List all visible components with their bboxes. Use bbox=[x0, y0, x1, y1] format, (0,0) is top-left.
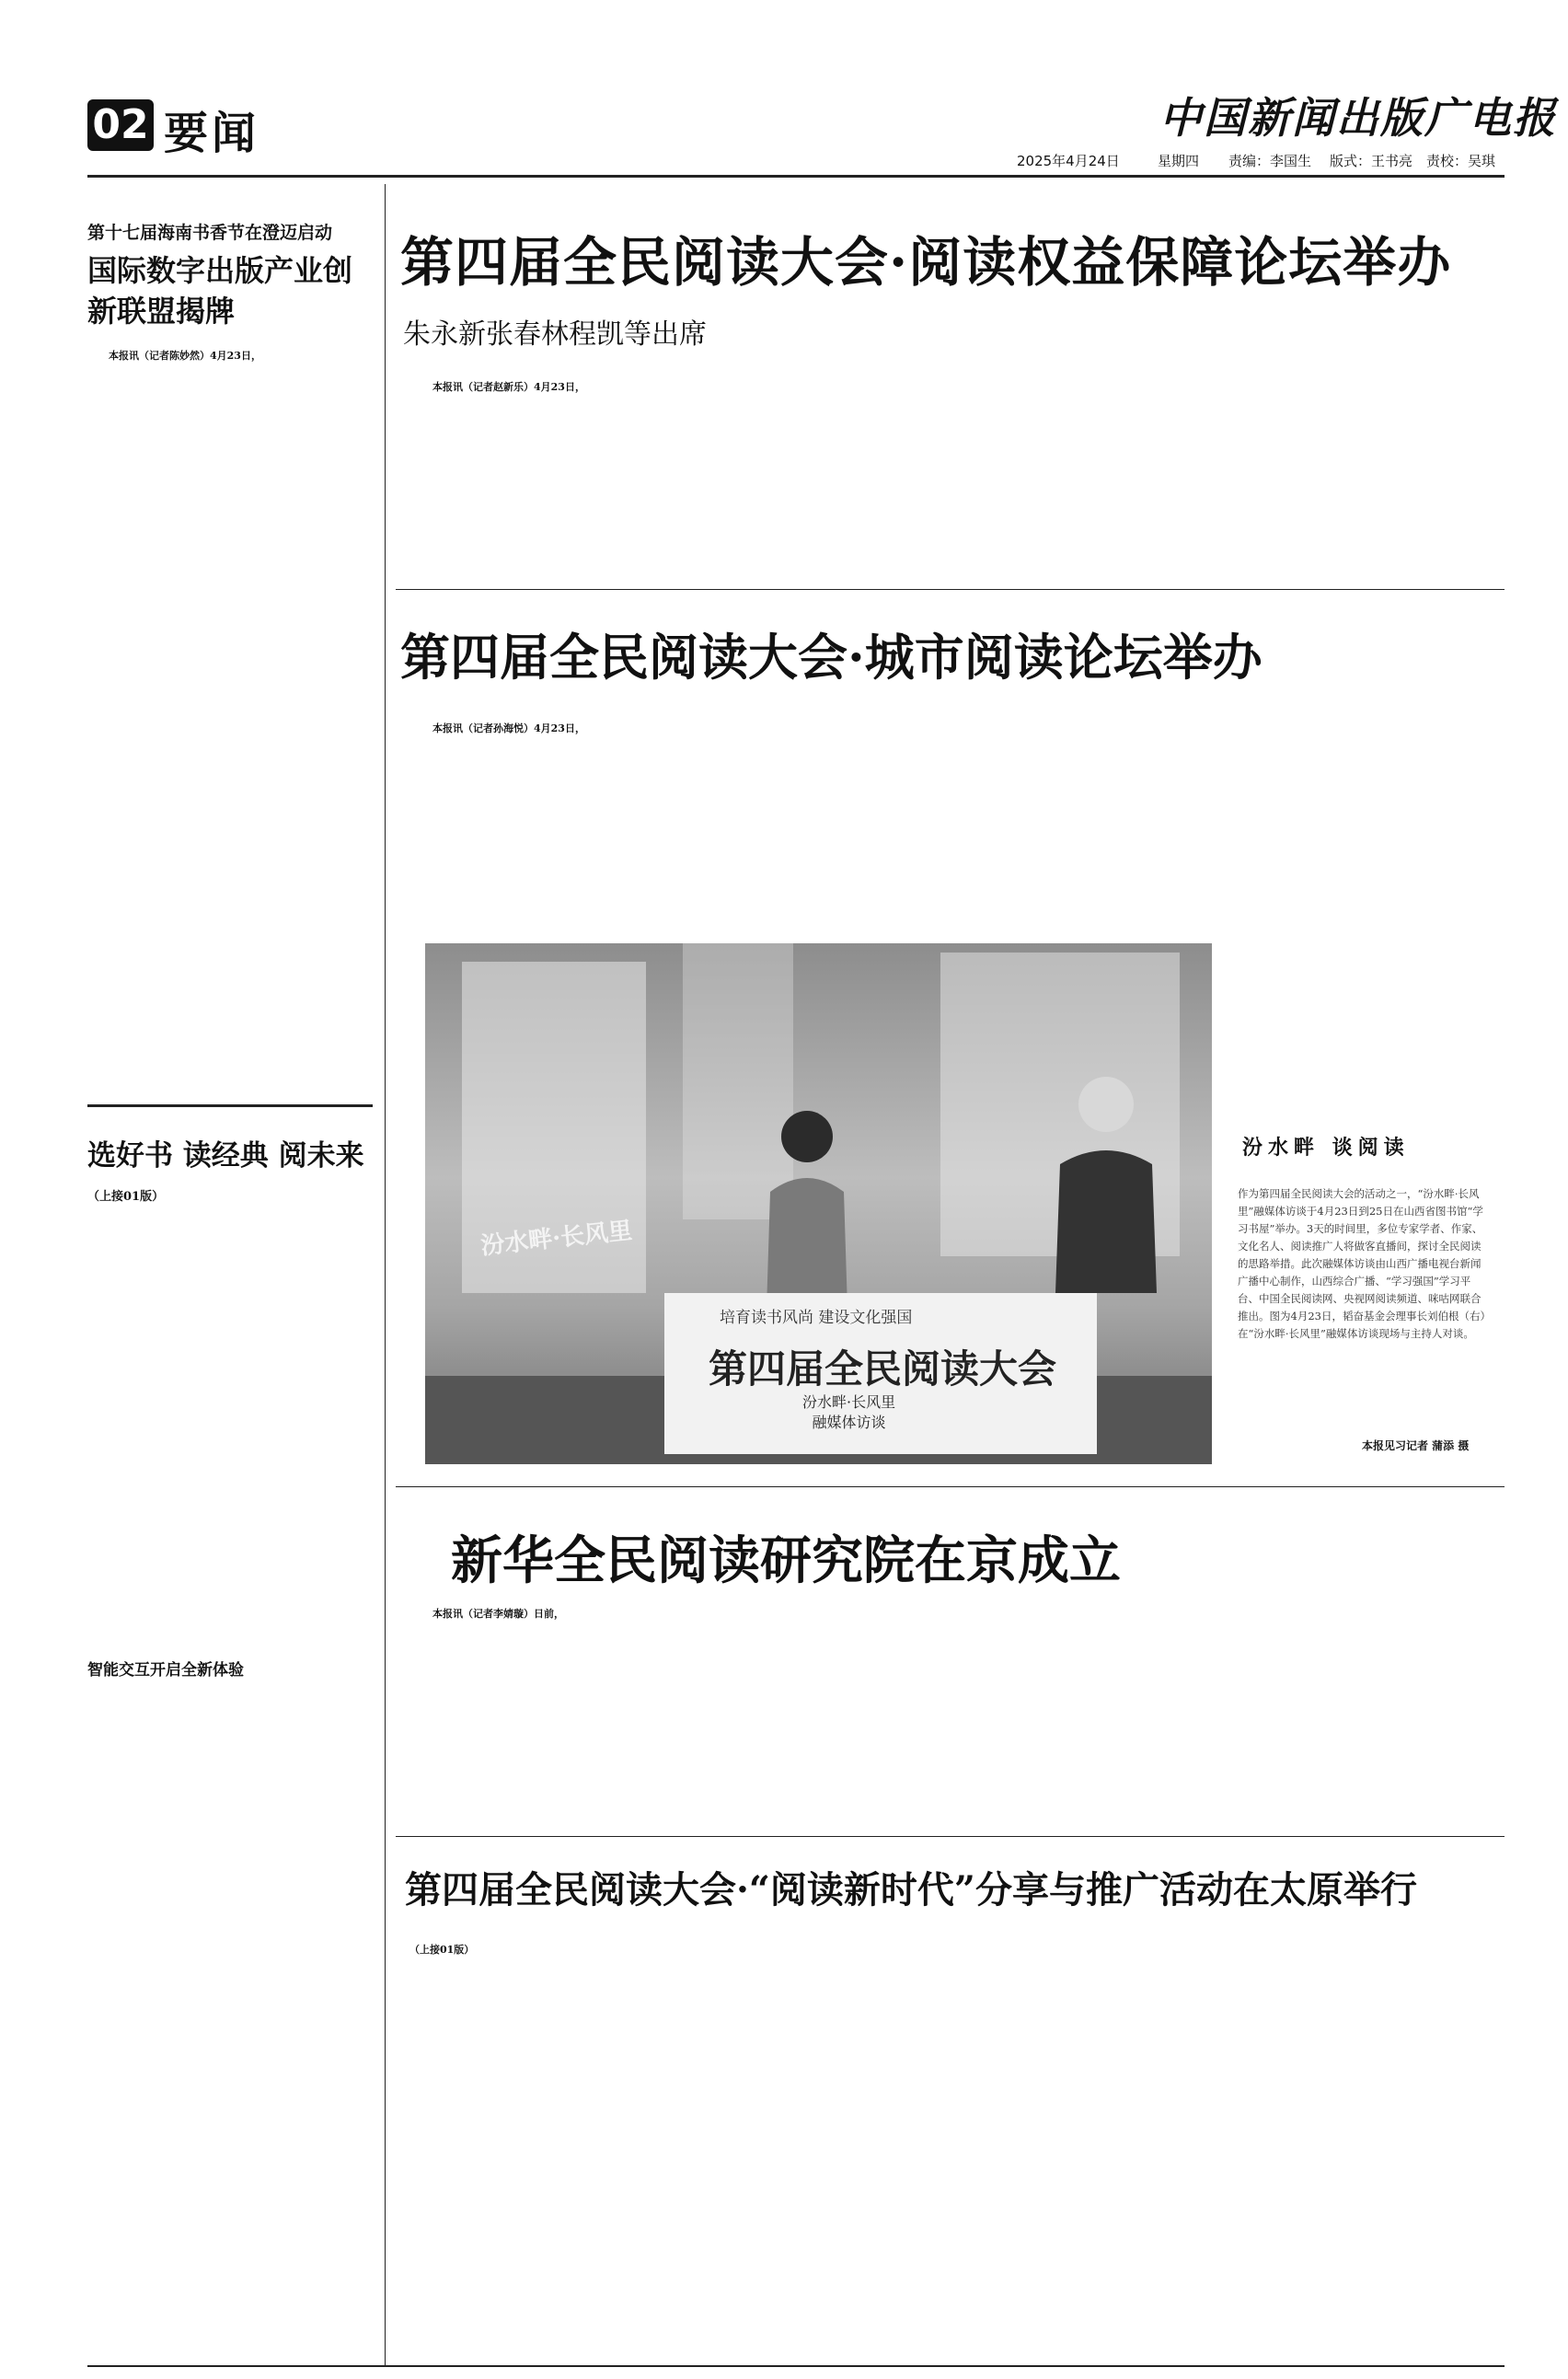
newspaper-logo: 中国新闻出版广电报 bbox=[1159, 93, 1557, 143]
interview-photo bbox=[425, 943, 1212, 1464]
banner-title: 第四届全民阅读大会 bbox=[709, 1346, 1057, 1392]
subhead-reading-rights-forum: 朱永新张春林程凯等出席 bbox=[403, 318, 707, 351]
side-separator bbox=[87, 1104, 373, 1107]
column-divider bbox=[385, 184, 386, 2365]
banner-slogan: 培育读书风尚 建设文化强国 bbox=[720, 1309, 913, 1327]
layout-credit: 版式：王书亮 bbox=[1330, 153, 1413, 169]
event-banner bbox=[664, 1293, 1097, 1454]
byline-xinhua-institute: 本报讯（记者李婧璇）日前， bbox=[432, 1608, 564, 1620]
program-logo: 汾水畔·长风里 bbox=[479, 1217, 634, 1261]
byline-city-reading-forum: 本报讯（记者孙海悦）4月23日， bbox=[432, 722, 585, 734]
byline-digital-alliance: 本报讯（记者陈妙然）4月23日， bbox=[109, 350, 261, 362]
headline-reading-rights-forum: 第四届全民阅读大会·阅读权益保障论坛举办 bbox=[400, 231, 1452, 294]
photo-caption-text: 作为第四届全民阅读大会的活动之一，“汾水畔·长风里”融媒体访谈于4月23日到25日在山西省图书馆“学习书屋”举办。3天的时间里，多位专家学者、作家、文化名人、阅读推广人将做客直播间，探讨全民阅读的思路举措。此次融媒体访谈由山西广播电视台新闻广播中心制作，山西综合广播、“学习强国”学习平台、中国全民阅读网、央视网阅读频道、咪咕网联合推出。图为4月23日，韬奋基金会理事长刘伯根（右）在“汾水畔·长风里”融媒体访谈现场与主持人对谈。 bbox=[1238, 1187, 1486, 1340]
section-title: 要闻 bbox=[164, 108, 260, 159]
headline-xinhua-institute: 新华全民阅读研究院在京成立 bbox=[451, 1530, 1121, 1591]
side-headline-good-books: 选好书 读经典 阅未来 bbox=[87, 1139, 364, 1172]
masthead-rule bbox=[87, 175, 1505, 178]
editor-credit: 责编：李国生 bbox=[1228, 153, 1312, 169]
page-bottom-rule bbox=[87, 2365, 1505, 2367]
article-separator bbox=[396, 589, 1505, 590]
side-headline-digital-alliance: 国际数字出版产业创新联盟揭牌 bbox=[87, 253, 353, 329]
banner-subtitle: 汾水畔·长风里 融媒体访谈 bbox=[802, 1393, 896, 1431]
jump-note-good-books: （上接01版） bbox=[87, 1190, 165, 1204]
side-subhead-interaction: 智能交互开启全新体验 bbox=[87, 1661, 244, 1680]
headline-city-reading-forum: 第四届全民阅读大会·城市阅读论坛举办 bbox=[400, 628, 1262, 687]
issue-weekday: 星期四 bbox=[1158, 153, 1200, 169]
side-kicker-hainan: 第十七届海南书香节在澄迈启动 bbox=[87, 223, 333, 243]
jump-note-reading-new-era: （上接01版） bbox=[409, 1944, 475, 1956]
proof-credit: 责校：吴琪 bbox=[1426, 153, 1496, 169]
headline-reading-new-era: 第四届全民阅读大会·“阅读新时代”分享与推广活动在太原举行 bbox=[405, 1868, 1417, 1911]
issue-date: 2025年4月24日 bbox=[1017, 153, 1120, 169]
article-separator bbox=[396, 1486, 1505, 1487]
page-number-badge: 02 bbox=[87, 99, 154, 151]
photo-caption-title: 汾水畔 谈阅读 bbox=[1242, 1136, 1410, 1160]
guest-figure bbox=[1051, 1063, 1161, 1293]
article-separator bbox=[396, 1836, 1505, 1837]
byline-reading-rights-forum: 本报讯（记者赵新乐）4月23日， bbox=[432, 381, 585, 393]
photo-credit: 本报见习记者 蒲添 摄 bbox=[1362, 1439, 1470, 1452]
